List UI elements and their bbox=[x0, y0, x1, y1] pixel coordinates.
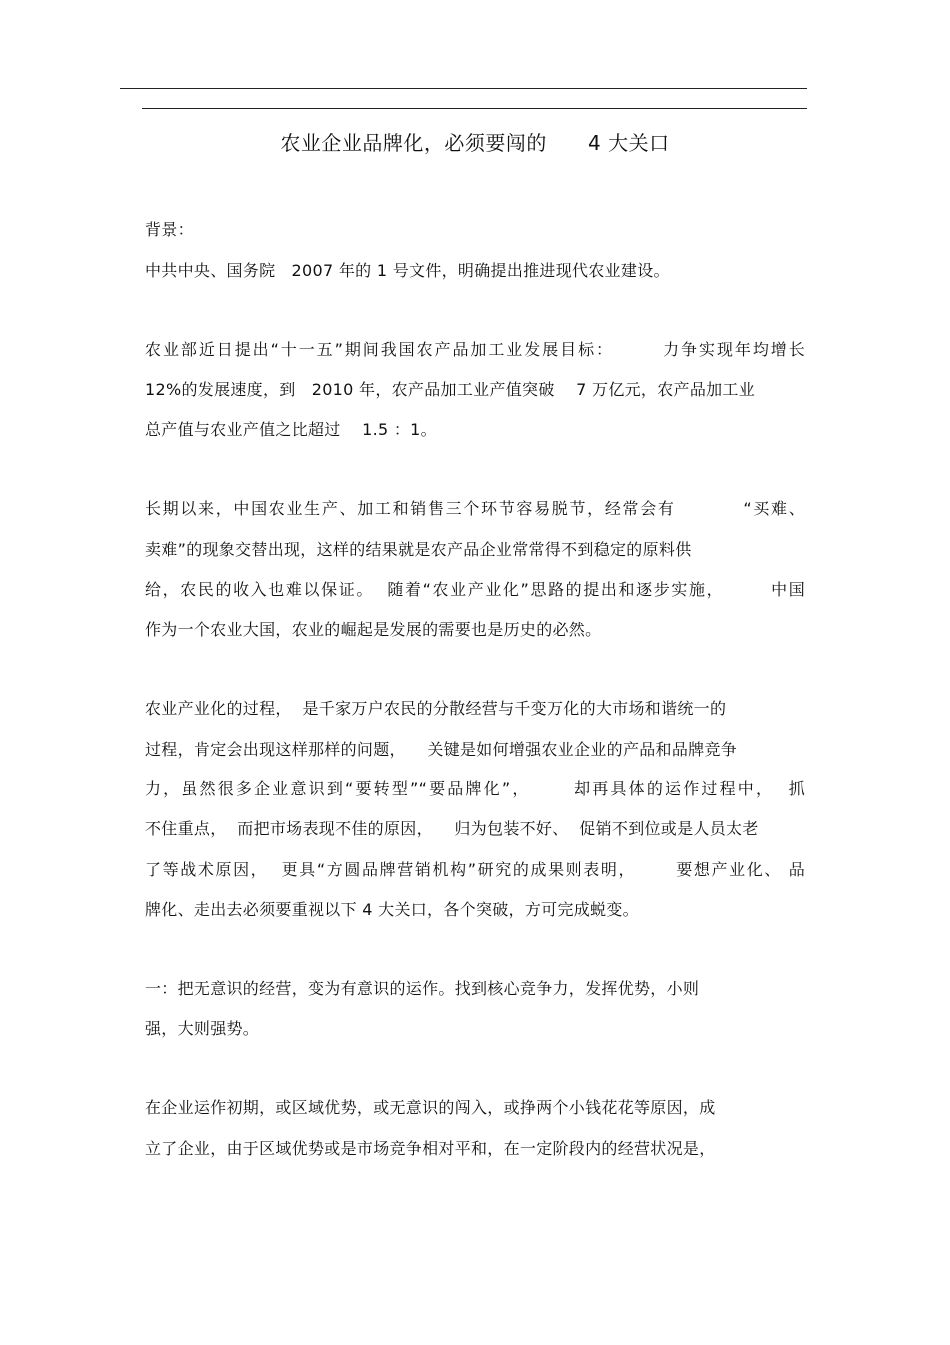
paragraph-line: 过程，肯定会出现这样那样的问题， 关键是如何增强农业企业的产品和品牌竞争 bbox=[145, 740, 738, 759]
paragraph-line: 牌化、走出去必须要重视以下 4 大关口，各个突破，方可完成蜕变。 bbox=[145, 900, 639, 919]
section-heading-one: 一：把无意识的经营，变为有意识的运作。找到核心竞争力，发挥优势，小则 bbox=[145, 979, 700, 998]
paragraph-line: 12%的发展速度，到 2010 年，农产品加工业产值突破 7 万亿元，农产品加工业 bbox=[145, 380, 756, 399]
paragraph-line: 不住重点， 而把市场表现不佳的原因， 归为包装不好、 促销不到位或是人员太老 bbox=[145, 819, 759, 838]
paragraph-line: 中共中央、国务院 2007 年的 1 号文件，明确提出推进现代农业建设。 bbox=[145, 261, 670, 280]
paragraph-line: 在企业运作初期，或区域优势，或无意识的闯入，或挣两个小钱花花等原因，成 bbox=[145, 1098, 716, 1117]
section-heading-one: 强，大则强势。 bbox=[145, 1019, 260, 1038]
section-label-background: 背景： bbox=[145, 220, 194, 239]
paragraph-line: 了等战术原因， 更具“方圆品牌营销机构”研究的成果则表明， 要想产业化、 品 bbox=[145, 860, 805, 879]
paragraph-line: 立了企业，由于区域优势或是市场竞争相对平和，在一定阶段内的经营状况是， bbox=[145, 1139, 716, 1158]
paragraph-line: 给，农民的收入也难以保证。 随着“农业产业化”思路的提出和逐步实施， 中国 bbox=[145, 580, 805, 599]
header-rule-top bbox=[120, 88, 807, 89]
paragraph-line: 作为一个农业大国，农业的崛起是发展的需要也是历史的必然。 bbox=[145, 620, 602, 639]
paragraph-line: 农业部近日提出“十一五”期间我国农产品加工业发展目标： 力争实现年均增长 bbox=[145, 340, 805, 359]
document-title: 农业企业品牌化，必须要闯的 4 大关口 bbox=[280, 131, 670, 155]
paragraph-line: 长期以来，中国农业生产、加工和销售三个环节容易脱节，经常会有 “买难、 bbox=[145, 499, 805, 518]
paragraph-line: 力，虽然很多企业意识到“要转型”“要品牌化”， 却再具体的运作过程中， 抓 bbox=[145, 779, 805, 798]
header-rule-bottom bbox=[142, 108, 807, 109]
paragraph-line: 卖难”的现象交替出现，这样的结果就是农产品企业常常得不到稳定的原料供 bbox=[145, 540, 692, 559]
paragraph-line: 总产值与农业产值之比超过 1.5 ：1。 bbox=[145, 420, 437, 439]
paragraph-line: 农业产业化的过程， 是千家万户农民的分散经营与千变万化的大市场和谐统一的 bbox=[145, 699, 727, 718]
